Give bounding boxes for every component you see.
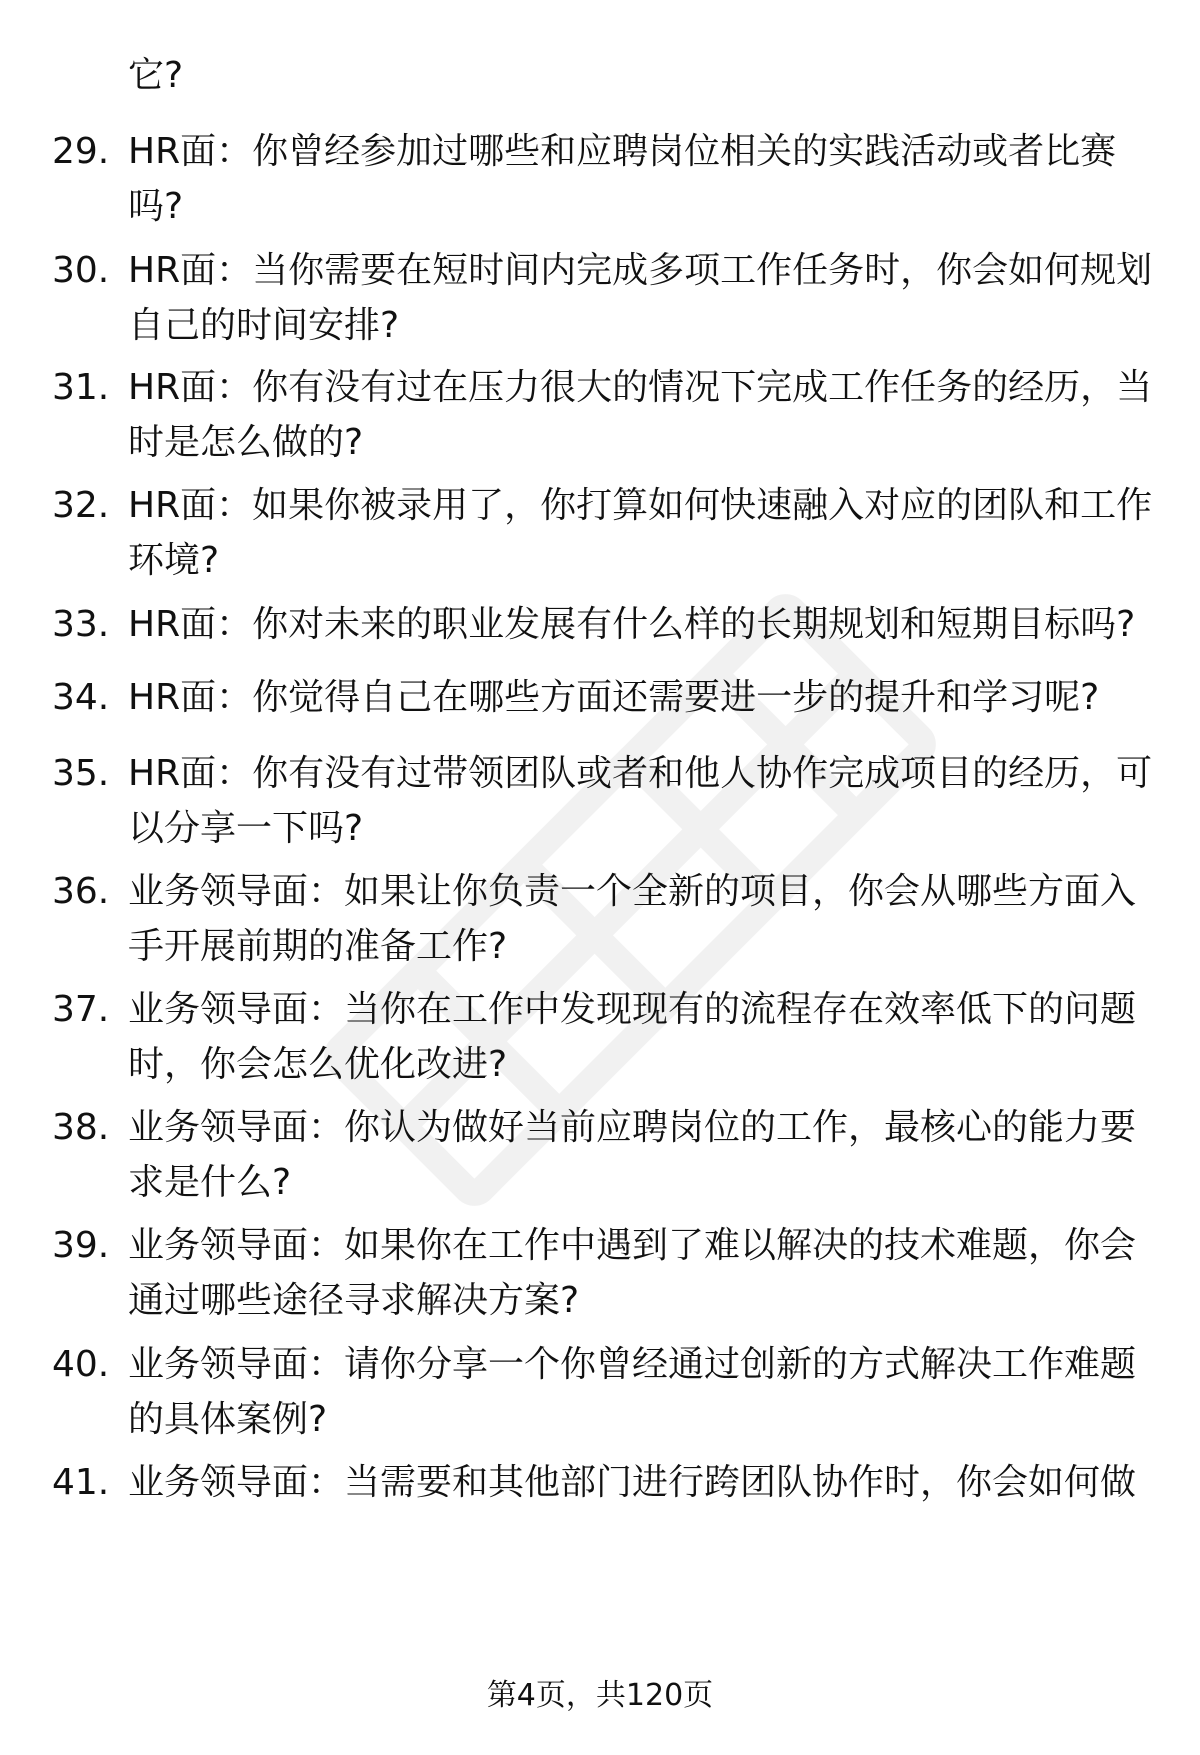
item-line: 业务领导面：你认为做好当前应聘岗位的工作，最核心的能力要 [128, 1107, 1137, 1148]
item-line: HR面：你有没有过带领团队或者和他人协作完成项目的经历，可 [128, 753, 1153, 794]
item-line: 时是怎么做的? [128, 422, 364, 463]
item-number: 41. [52, 1462, 110, 1503]
item-line: 业务领导面：当需要和其他部门进行跨团队协作时，你会如何做 [128, 1462, 1137, 1503]
item-line: 时，你会怎么优化改进? [128, 1044, 508, 1085]
item-text [128, 597, 1163, 652]
item-line: 的具体案例? [128, 1399, 328, 1440]
item-text [128, 1218, 1163, 1328]
item-line: HR面：你对未来的职业发展有什么样的长期规划和短期目标吗? [128, 604, 1136, 645]
item-number: 39. [52, 1225, 110, 1266]
item-text [128, 243, 1163, 353]
item-text [128, 124, 1163, 234]
item-line: 业务领导面：请你分享一个你曾经通过创新的方式解决工作难题 [128, 1344, 1137, 1385]
item-text [128, 1100, 1163, 1210]
item-number: 30. [52, 250, 110, 291]
item-number: 33. [52, 604, 110, 645]
item-line: 业务领导面：如果让你负责一个全新的项目，你会从哪些方面入 [128, 871, 1137, 912]
item-text [128, 864, 1163, 974]
item-text [128, 360, 1163, 470]
item-text [128, 478, 1163, 588]
item-number: 31. [52, 367, 110, 408]
item-line: 环境? [128, 540, 220, 581]
item-line: 通过哪些途径寻求解决方案? [128, 1280, 580, 1321]
item-line: 求是什么? [128, 1162, 292, 1203]
item-number: 29. [52, 131, 110, 172]
item-number: 32. [52, 485, 110, 526]
page-number-footer: 第4页，共120页 [486, 1678, 714, 1713]
item-number: 34. [52, 677, 110, 718]
item-line: 以分享一下吗? [128, 808, 364, 849]
item-text [128, 1455, 1163, 1510]
item-number: 35. [52, 753, 110, 794]
item-text [128, 982, 1163, 1092]
item-text [128, 1337, 1163, 1447]
item-line: 它? [128, 55, 184, 96]
item-line: HR面：你有没有过在压力很大的情况下完成工作任务的经历，当 [128, 367, 1153, 408]
item-number: 40. [52, 1344, 110, 1385]
item-line: 业务领导面：如果你在工作中遇到了难以解决的技术难题，你会 [128, 1225, 1137, 1266]
item-line: 手开展前期的准备工作? [128, 926, 508, 967]
item-number: 36. [52, 871, 110, 912]
item-text [128, 48, 1163, 103]
item-line: HR面：你曾经参加过哪些和应聘岗位相关的实践活动或者比赛 [128, 131, 1117, 172]
item-line: 自己的时间安排? [128, 305, 400, 346]
item-line: 吗? [128, 186, 184, 227]
item-line: HR面：如果你被录用了，你打算如何快速融入对应的团队和工作 [128, 485, 1153, 526]
item-line: 业务领导面：当你在工作中发现现有的流程存在效率低下的问题 [128, 989, 1137, 1030]
item-number: 37. [52, 989, 110, 1030]
item-line: HR面：当你需要在短时间内完成多项工作任务时，你会如何规划 [128, 250, 1153, 291]
item-text [128, 670, 1163, 725]
item-number: 38. [52, 1107, 110, 1148]
item-line: HR面：你觉得自己在哪些方面还需要进一步的提升和学习呢? [128, 677, 1100, 718]
item-text [128, 746, 1163, 856]
